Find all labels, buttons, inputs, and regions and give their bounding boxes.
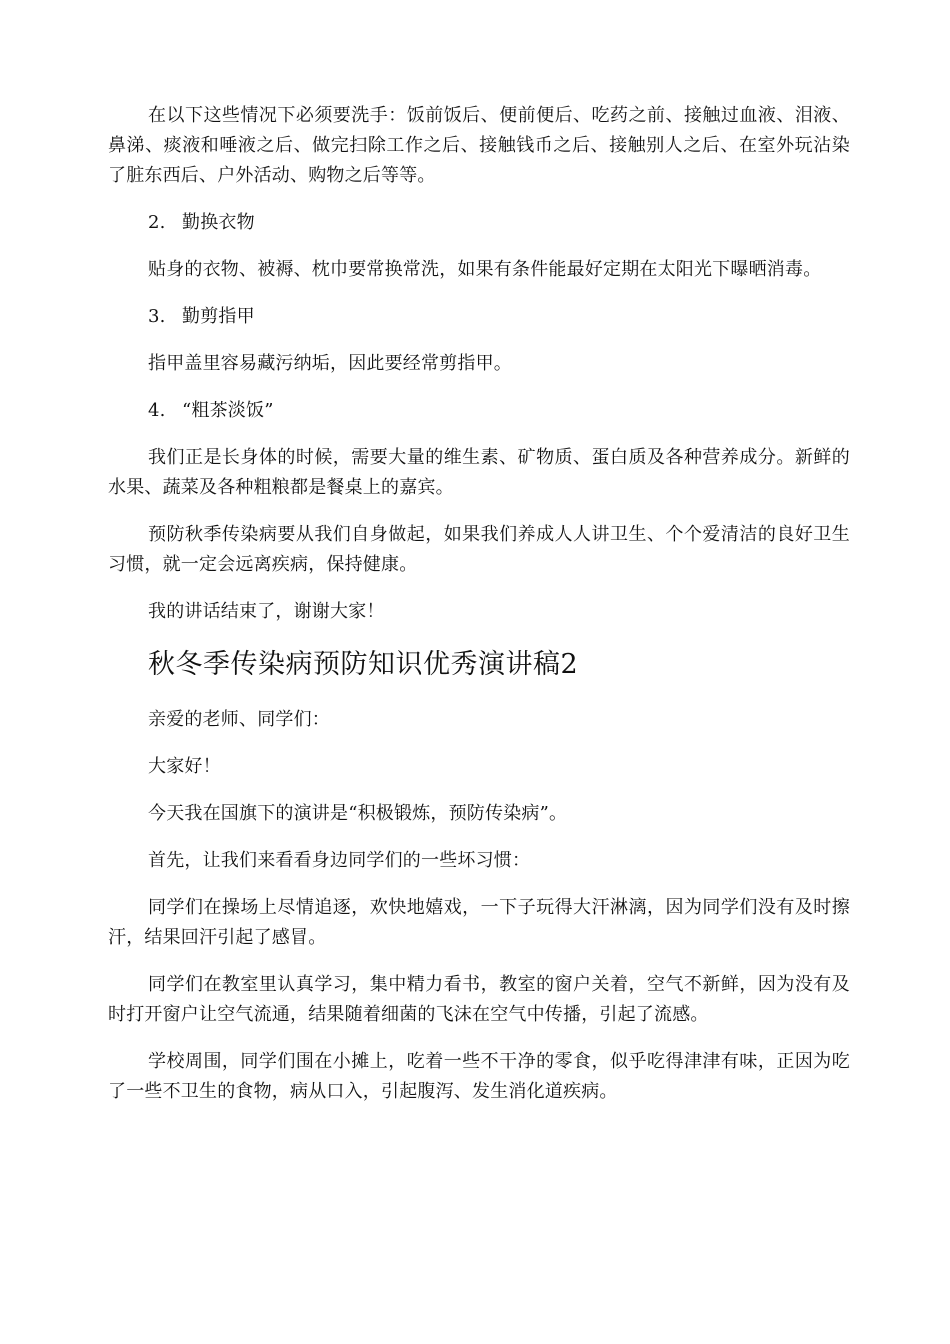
list-item-text: 勤换衣物 [182, 212, 255, 233]
paragraph-prevent: 预防秋季传染病要从我们自身做起，如果我们养成人人讲卫生、个个爱清洁的良好卫生习惯，就一定会远离疾病，保持健康。 [108, 524, 850, 575]
paragraph-habit-2: 同学们在教室里认真学习，集中精力看书，教室的窗户关着，空气不新鲜，因为没有及时打开窗户让空气流通，结果随着细菌的飞沫在空气中传播，引起了流感。 [108, 974, 850, 1025]
paragraph-hello: 大家好！ [148, 756, 221, 777]
list-item-text: 勤剪指甲 [182, 306, 255, 327]
paragraph-intro: 今天我在国旗下的演讲是“积极锻炼，预防传染病”。 [148, 803, 568, 824]
list-item-food [108, 396, 850, 426]
section-heading: 秋冬季传染病预防知识优秀演讲稿2 [148, 649, 579, 680]
list-number: 4. [148, 400, 166, 421]
list-number: 2. [148, 212, 166, 233]
paragraph-clothes: 贴身的衣物、被褥、枕巾要常换常洗，如果有条件能最好定期在太阳光下曝晒消毒。 [148, 259, 822, 280]
list-number: 3. [148, 306, 166, 327]
paragraph-food: 我们正是长身体的时候，需要大量的维生素、矿物质、蛋白质及各种营养成分。新鲜的水果、蔬菜及各种粗粮都是餐桌上的嘉宾。 [108, 447, 850, 498]
list-item-nails [108, 302, 850, 332]
paragraph-handwashing: 在以下这些情况下必须要洗手：饭前饭后、便前便后、吃药之前、接触过血液、泪液、鼻涕、痰液和唾液之后、做完扫除工作之后、接触钱币之后、接触别人之后、在室外玩沾染了脏东西后、户外活动、购物之后等等。 [108, 105, 850, 186]
paragraph-habit-1: 同学们在操场上尽情追逐，欢快地嬉戏，一下子玩得大汗淋漓，因为同学们没有及时擦汗，结果回汗引起了感冒。 [108, 897, 850, 948]
document-body [108, 101, 850, 1107]
list-item-text: “粗茶淡饭” [182, 400, 274, 421]
paragraph-habit-3: 学校周围，同学们围在小摊上，吃着一些不干净的零食，似乎吃得津津有味，正因为吃了一些不卫生的食物，病从口入，引起腹泻、发生消化道疾病。 [108, 1051, 850, 1102]
paragraph-nails: 指甲盖里容易藏污纳垢，因此要经常剪指甲。 [148, 353, 512, 374]
paragraph-end: 我的讲话结束了，谢谢大家！ [148, 601, 385, 622]
paragraph-greeting: 亲爱的老师、同学们： [148, 709, 330, 730]
list-item-clothes [108, 208, 850, 238]
paragraph-first: 首先，让我们来看看身边同学们的一些坏习惯： [148, 850, 531, 871]
